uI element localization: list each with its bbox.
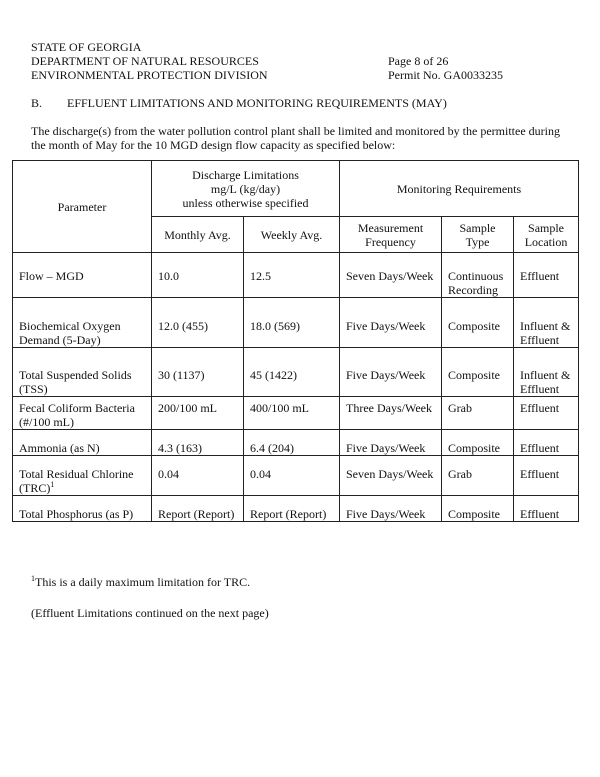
intro-paragraph: The discharge(s) from the water pollution control plant shall be limited and monitored by the permittee during the month of May for the 10 MGD design flow capacity as specified below: — [31, 124, 560, 152]
footnote-number: 1 — [31, 574, 35, 583]
table-row — [13, 430, 579, 456]
weekly-cell: Report (Report) — [244, 496, 340, 522]
weekly-cell: 400/100 mL — [244, 397, 340, 430]
sample-location-cell: Effluent — [514, 397, 579, 430]
measurement-frequency-header: Measurement Frequency — [340, 217, 442, 253]
discharge-limitations-header: Discharge Limitations mg/L (kg/day) unless otherwise specified — [152, 161, 340, 217]
state-line: STATE OF GEORGIA — [31, 40, 142, 54]
table-row — [13, 456, 579, 496]
monthly-avg-header: Monthly Avg. — [152, 217, 244, 253]
weekly-cell: 6.4 (204) — [244, 430, 340, 456]
weekly-cell: 0.04 — [244, 456, 340, 496]
frequency-cell: Five Days/Week — [340, 298, 442, 348]
sample-location-cell: Influent & Effluent — [514, 348, 579, 397]
frequency-cell: Seven Days/Week — [340, 253, 442, 298]
table-header-row — [13, 161, 579, 217]
monthly-cell: 30 (1137) — [152, 348, 244, 397]
monthly-cell: 0.04 — [152, 456, 244, 496]
table-row — [13, 397, 579, 430]
page-info — [388, 54, 503, 82]
permit-number: Permit No. GA0033235 — [388, 68, 503, 82]
sample-type-cell: Grab — [442, 456, 514, 496]
parameter-cell: Fecal Coliform Bacteria (#/100 mL) — [13, 397, 152, 430]
sample-location-header: Sample Location — [514, 217, 579, 253]
parameter-cell: Biochemical Oxygen Demand (5-Day) — [13, 298, 152, 348]
sample-type-header: Sample Type — [442, 217, 514, 253]
section-number: B. — [31, 96, 43, 110]
weekly-avg-header: Weekly Avg. — [244, 217, 340, 253]
table-row — [13, 253, 579, 298]
parameter-cell: Total Phosphorus (as P) — [13, 496, 152, 522]
footnote-text: This is a daily maximum limitation for TRC. — [35, 575, 251, 589]
sample-type-cell: Composite — [442, 430, 514, 456]
table-row — [13, 496, 579, 522]
monthly-cell: 10.0 — [152, 253, 244, 298]
footnote — [31, 575, 250, 590]
page-number: Page 8 of 26 — [388, 54, 449, 68]
monthly-cell: 200/100 mL — [152, 397, 244, 430]
department-line: DEPARTMENT OF NATURAL RESOURCES — [31, 54, 259, 68]
frequency-cell: Five Days/Week — [340, 430, 442, 456]
footnote-marker: 1 — [50, 480, 55, 489]
sample-location-cell: Effluent — [514, 496, 579, 522]
effluent-limitations-table — [12, 160, 579, 522]
section-title: EFFLUENT LIMITATIONS AND MONITORING REQUIREMENTS (MAY) — [67, 96, 447, 110]
frequency-cell: Five Days/Week — [340, 348, 442, 397]
division-line: ENVIRONMENTAL PROTECTION DIVISION — [31, 68, 268, 82]
table-row — [13, 348, 579, 397]
monthly-cell: Report (Report) — [152, 496, 244, 522]
parameter-cell: Total Residual Chlorine (TRC)$^1$ — [13, 456, 152, 496]
section-heading — [31, 96, 447, 111]
sample-location-cell: Effluent — [514, 430, 579, 456]
continued-note: (Effluent Limitations continued on the next page) — [31, 606, 269, 620]
sample-location-cell: Influent & Effluent — [514, 298, 579, 348]
sample-type-cell: Composite — [442, 298, 514, 348]
sample-type-cell: Composite — [442, 348, 514, 397]
parameter-cell: Total Suspended Solids (TSS) — [13, 348, 152, 397]
frequency-cell: Three Days/Week — [340, 397, 442, 430]
weekly-cell: 12.5 — [244, 253, 340, 298]
sample-location-cell: Effluent — [514, 253, 579, 298]
parameter-cell: Ammonia (as N) — [13, 430, 152, 456]
frequency-cell: Seven Days/Week — [340, 456, 442, 496]
frequency-cell: Five Days/Week — [340, 496, 442, 522]
monthly-cell: 4.3 (163) — [152, 430, 244, 456]
monitoring-requirements-header: Monitoring Requirements — [340, 161, 579, 217]
table-row — [13, 298, 579, 348]
parameter-cell: Flow – MGD — [13, 253, 152, 298]
weekly-cell: 18.0 (569) — [244, 298, 340, 348]
sample-type-cell: Grab — [442, 397, 514, 430]
agency-header — [31, 40, 268, 82]
sample-location-cell: Effluent — [514, 456, 579, 496]
sample-type-cell: Continuous Recording — [442, 253, 514, 298]
weekly-cell: 45 (1422) — [244, 348, 340, 397]
monthly-cell: 12.0 (455) — [152, 298, 244, 348]
parameter-header: Parameter — [13, 161, 152, 253]
sample-type-cell: Composite — [442, 496, 514, 522]
